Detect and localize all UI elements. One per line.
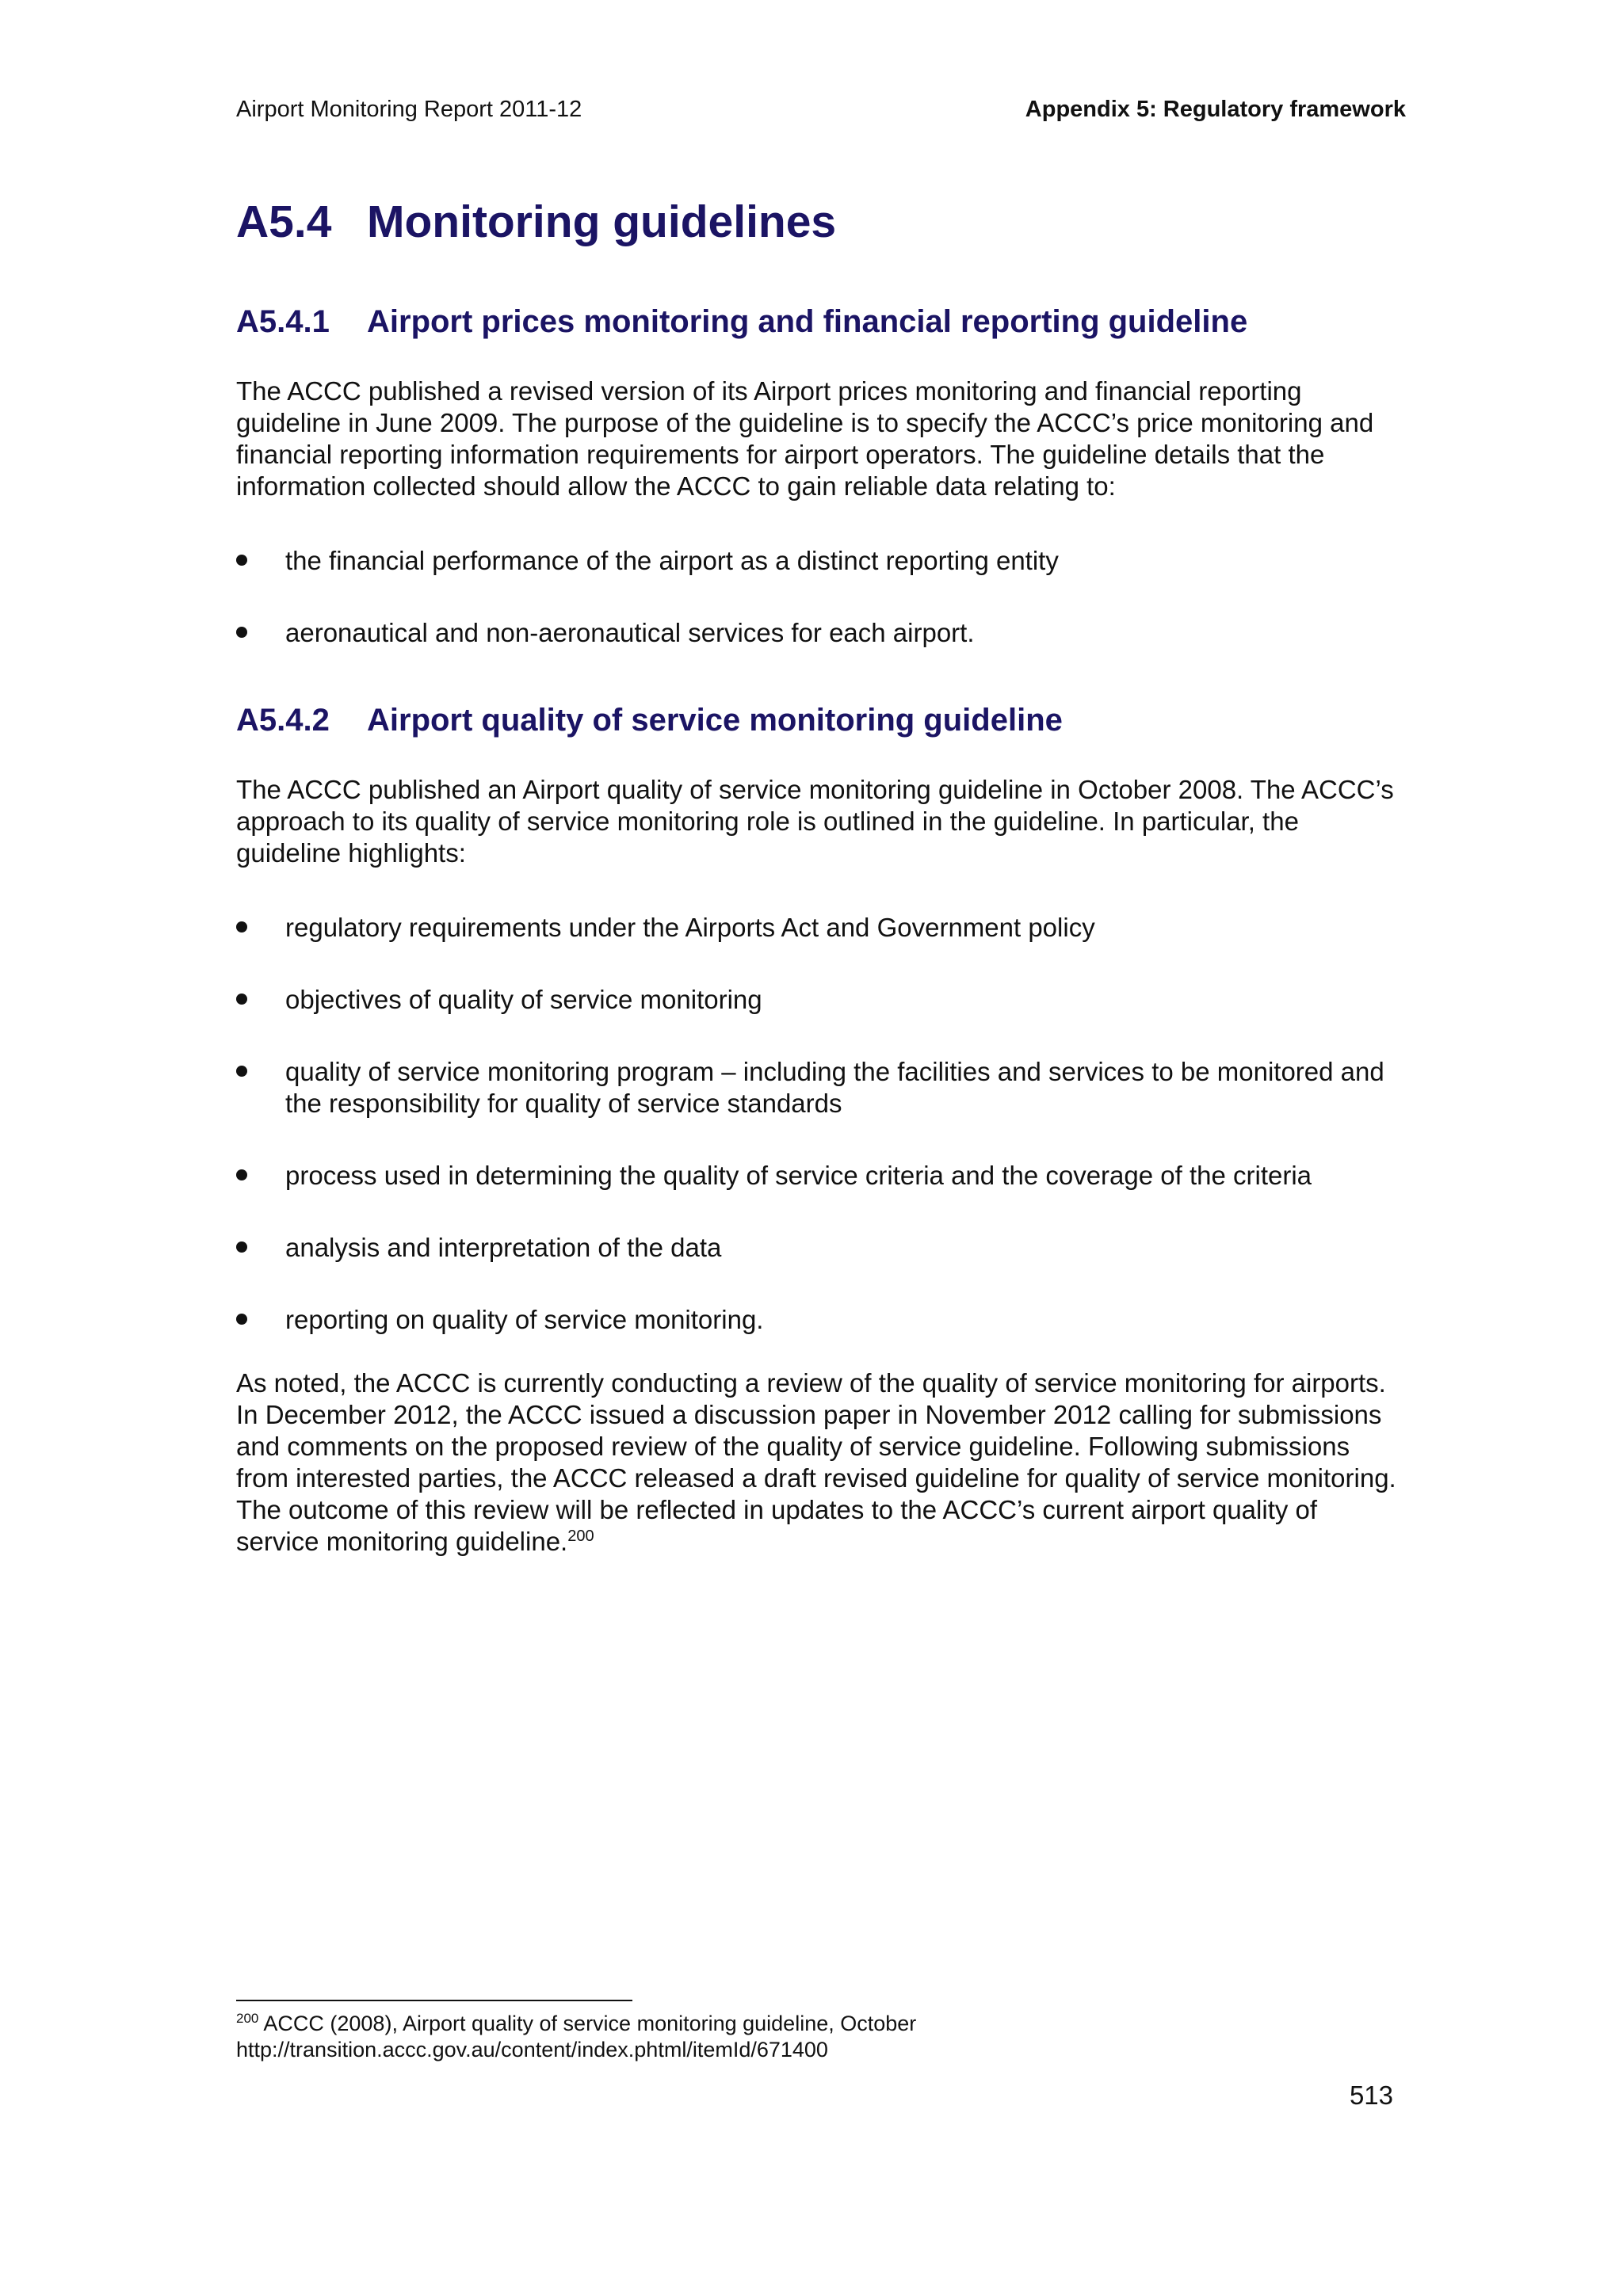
bullet-dot xyxy=(236,1066,247,1077)
footnote-reference[interactable]: 200 xyxy=(567,1527,594,1545)
bullet-list-1 xyxy=(236,545,1401,649)
bullet-dot xyxy=(236,1169,247,1180)
section-number: A5.4 xyxy=(236,196,332,247)
paragraph-1: The ACCC published a revised version of its Airport prices monitoring and financial reporting guideline in June 2009. The purpose of the guideline is to specify the ACCC’s price monitoring and financial reporting information requirements for airport operators. The guideline details that the information collected should allow the ACCC to gain reliable data relating to: xyxy=(236,376,1374,501)
appendix-title: Appendix 5: Regulatory framework xyxy=(1025,97,1406,122)
footnote-line-1 xyxy=(236,2011,1401,2037)
list-item-text: aeronautical and non-aeronautical services for each airport. xyxy=(285,618,975,647)
list-item xyxy=(236,1232,1401,1264)
subsection-title-1: Airport prices monitoring and financial reporting guideline xyxy=(367,304,1248,339)
subsection-heading-2 xyxy=(236,698,1401,742)
subsection-number-2: A5.4.2 xyxy=(236,703,330,738)
list-item xyxy=(236,545,1401,577)
list-item-text: process used in determining the quality of service criteria and the coverage of the criteria xyxy=(285,1161,1312,1190)
bullet-dot xyxy=(236,555,247,566)
bullet-dot xyxy=(236,994,247,1005)
footnote-divider xyxy=(236,2000,632,2001)
footnote xyxy=(236,2011,1401,2063)
subsection-heading-1 xyxy=(236,299,1401,344)
list-item xyxy=(236,984,1401,1016)
list-item xyxy=(236,1160,1401,1192)
paragraph-3-text: As noted, the ACCC is currently conducting a review of the quality of service monitoring for airports. In December 2012, the ACCC issued a discussion paper in November 2012 calling for submissions and comments on the proposed review of the quality of service guideline. Following submissions from interested parties, the ACCC released a draft revised guideline for quality of service monitoring. The outcome of this review will be reflected in updates to the ACCC’s current airport quality of service monitoring guideline. xyxy=(236,1368,1396,1556)
section-heading xyxy=(236,190,1401,254)
list-item-text: the financial performance of the airport as a distinct reporting entity xyxy=(285,546,1059,575)
footnote-number: 200 xyxy=(236,2011,259,2026)
list-item xyxy=(236,1056,1401,1119)
paragraph-2: The ACCC published an Airport quality of service monitoring guideline in October 2008. The ACCC’s approach to its quality of service monitoring role is outlined in the guideline. In particular, the guideline highlights: xyxy=(236,775,1394,868)
footnote-url[interactable]: http://transition.accc.gov.au/content/index.phtml/itemId/671400 xyxy=(236,2038,828,2061)
list-item xyxy=(236,912,1401,944)
bullet-dot xyxy=(236,921,247,933)
list-item xyxy=(236,617,1401,649)
subsection-number-1: A5.4.1 xyxy=(236,304,330,339)
list-item-text: regulatory requirements under the Airports Act and Government policy xyxy=(285,913,1095,942)
main-content xyxy=(236,190,1401,1558)
bullet-dot xyxy=(236,1241,247,1253)
bullet-dot xyxy=(236,1314,247,1325)
footnote-citation: ACCC (2008), Airport quality of service monitoring guideline, October xyxy=(263,2012,917,2035)
list-item-text: quality of service monitoring program – including the facilities and services to be monitored and the responsibility for quality of service standards xyxy=(285,1057,1384,1118)
report-title: Airport Monitoring Report 2011-12 xyxy=(236,97,582,122)
page-number: 513 xyxy=(1349,2081,1393,2110)
list-item-text: analysis and interpretation of the data xyxy=(285,1233,722,1262)
section-title: Monitoring guidelines xyxy=(367,196,837,247)
bullet-dot xyxy=(236,627,247,638)
list-item xyxy=(236,1304,1401,1336)
paragraph-3 xyxy=(236,1367,1401,1558)
bullet-list-2 xyxy=(236,912,1401,1336)
list-item-text: objectives of quality of service monitoring xyxy=(285,985,762,1014)
list-item-text: reporting on quality of service monitoring. xyxy=(285,1305,764,1334)
subsection-title-2: Airport quality of service monitoring guideline xyxy=(367,703,1063,738)
